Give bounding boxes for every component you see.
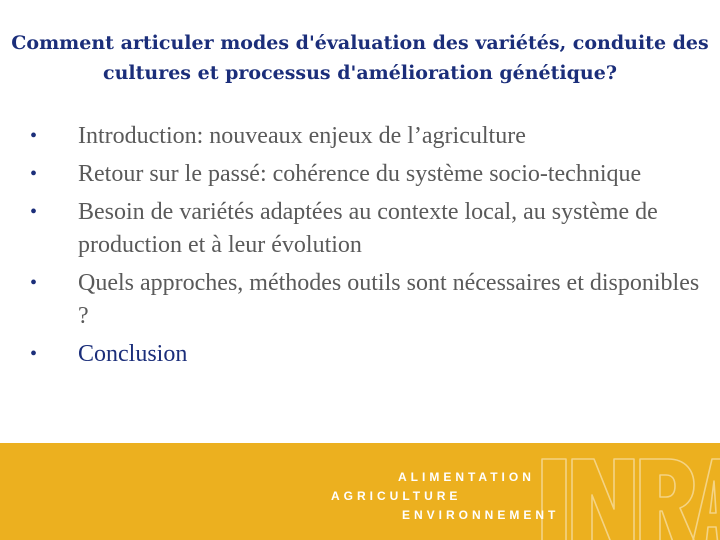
bullet-item-besoin <box>30 196 700 262</box>
bullet-item-retour <box>30 158 700 191</box>
bullet-text: Retour sur le passé: cohérence du système socio-technique <box>78 161 642 187</box>
bullet-dot: • <box>30 201 38 223</box>
footer-band <box>0 443 720 540</box>
tagline-environnement: ENVIRONNEMENT <box>402 508 560 522</box>
bullet-dot: • <box>30 163 38 185</box>
bullet-item-approches <box>30 267 700 333</box>
bullet-dot: • <box>30 343 38 365</box>
bullet-item-introduction <box>30 120 700 153</box>
bullet-text: Besoin de variétés adaptées au contexte local, au système de production et à leur évolution <box>78 199 658 258</box>
tagline-agriculture: AGRICULTURE <box>331 489 462 503</box>
bullet-dot: • <box>30 272 38 294</box>
bullet-text: Conclusion <box>78 341 188 367</box>
tagline-alimentation: ALIMENTATION <box>398 470 535 484</box>
inra-logo <box>536 451 720 540</box>
bullet-item-conclusion <box>30 338 700 371</box>
bullet-list <box>30 120 700 376</box>
bullet-dot: • <box>30 125 38 147</box>
bullet-text: Quels approches, méthodes outils sont nécessaires et disponibles ? <box>78 270 700 329</box>
slide-title: Comment articuler modes d'évaluation des variétés, conduite des cultures et processus d'amélioration génétique? <box>11 32 709 84</box>
bullet-text: Introduction: nouveaux enjeux de l’agriculture <box>78 123 526 149</box>
